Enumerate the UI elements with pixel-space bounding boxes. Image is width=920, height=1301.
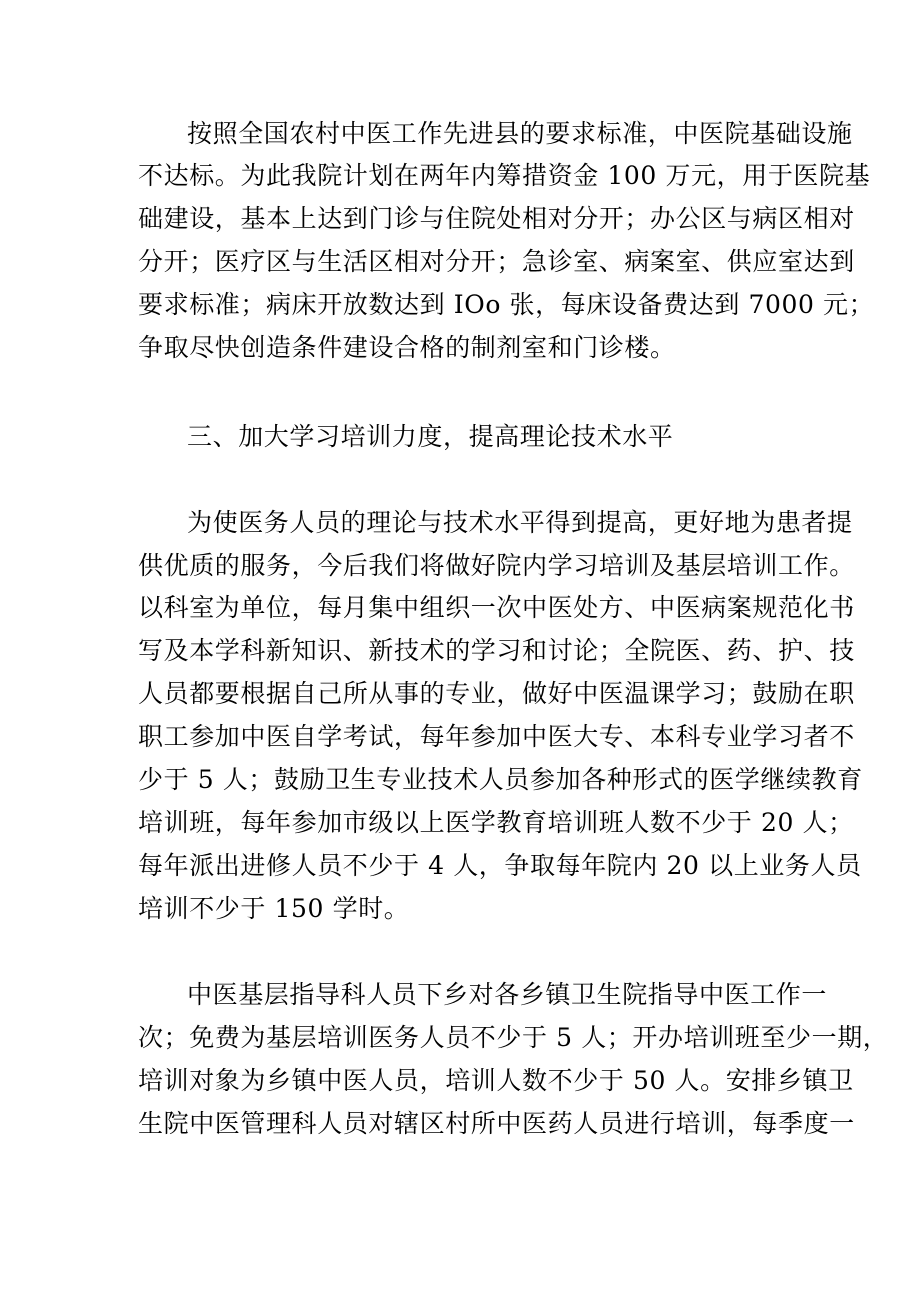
text-line: 分开；医疗区与生活区相对分开；急诊室、病案室、供应室达到 [138,247,855,276]
text-line: 写及本学科新知识、新技术的学习和讨论；全院医、药、护、技 [138,636,855,665]
text-line: 少于 5 人；鼓励卫生专业技术人员参加各种形式的医学继续教育 [138,765,863,794]
text-line: 争取尽快创造条件建设合格的制剂室和门诊楼。 [138,333,676,362]
text-line: 次；免费为基层培训医务人员不少于 5 人；开办培训班至少一期， [138,1023,889,1052]
text-line: 每年派出进修人员不少于 4 人，争取每年院内 20 以上业务人员 [138,851,862,880]
text-line: 生院中医管理科人员对辖区村所中医药人员进行培训，每季度一 [138,1109,855,1138]
text-line: 以科室为单位，每月集中组织一次中医处方、中医病案规范化书 [138,593,855,622]
text-line: 中医基层指导科人员下乡对各乡镇卫生院指导中医工作一 [187,980,828,1009]
text-line: 职工参加中医自学考试，每年参加中医大专、本科专业学习者不 [138,722,855,751]
text-line: 按照全国农村中医工作先进县的要求标准，中医院基础设施 [187,119,853,148]
text-line: 不达标。为此我院计划在两年内筹措资金 100 万元，用于医院基 [138,161,871,190]
text-line: 础建设，基本上达到门诊与住院处相对分开；办公区与病区相对 [138,204,855,233]
text-line: 要求标准；病床开放数达到 IOo 张，每床设备费达到 7000 元； [138,290,875,319]
text-line: 为使医务人员的理论与技术水平得到提高，更好地为患者提 [187,508,853,537]
text-line: 培训不少于 150 学时。 [138,894,410,923]
text-line: 培训班，每年参加市级以上医学教育培训班人数不少于 20 人； [138,808,854,837]
text-line: 培训对象为乡镇中医人员，培训人数不少于 50 人。安排乡镇卫 [138,1066,854,1095]
text-line: 人员都要根据自己所从事的专业，做好中医温课学习；鼓励在职 [138,679,855,708]
section-heading: 三、加大学习培训力度，提高理论技术水平 [187,422,674,451]
text-line: 供优质的服务，今后我们将做好院内学习培训及基层培训工作。 [138,551,855,580]
